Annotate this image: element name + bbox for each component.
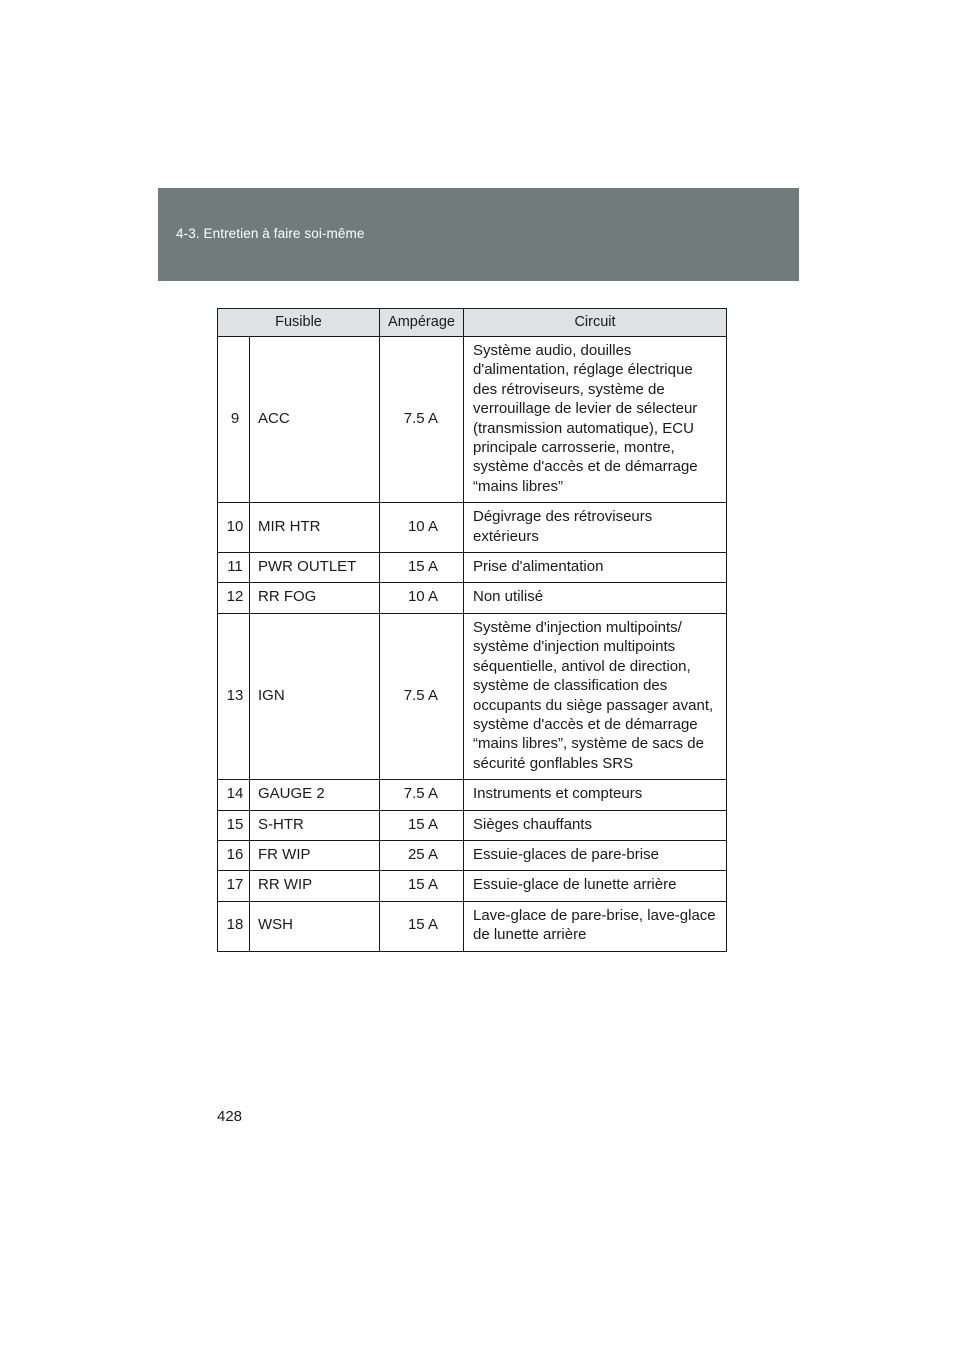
table-row (218, 840, 727, 870)
table-header-row (218, 309, 727, 337)
table-row (218, 553, 727, 583)
fuse-name: MIR HTR (250, 503, 380, 553)
fuse-amperage: 10 A (380, 583, 464, 613)
fuse-amperage: 15 A (380, 871, 464, 901)
fuse-number: 14 (218, 780, 250, 810)
fuse-circuit: Dégivrage des rétroviseurs extérieurs (464, 503, 727, 553)
column-header-amperage: Ampérage (380, 309, 464, 337)
fuse-amperage: 7.5 A (380, 613, 464, 779)
section-header-band (158, 188, 799, 281)
fuse-name: PWR OUTLET (250, 553, 380, 583)
fuse-circuit: Système audio, douilles d'alimentation, réglage électrique des rétroviseurs, système de verrouillage de levier de sélecteur (transmission automatique), ECU principale carrosserie, montre, système d'accès et de démarrage “mains libres” (464, 337, 727, 503)
fuse-amperage: 7.5 A (380, 780, 464, 810)
fuse-name: S-HTR (250, 810, 380, 840)
table-row (218, 337, 727, 503)
table-row (218, 871, 727, 901)
fuse-name: IGN (250, 613, 380, 779)
fuse-name: FR WIP (250, 840, 380, 870)
fuse-amperage: 15 A (380, 553, 464, 583)
fuse-number: 16 (218, 840, 250, 870)
fuse-circuit: Non utilisé (464, 583, 727, 613)
fuse-number: 18 (218, 901, 250, 951)
table-row (218, 810, 727, 840)
fuse-name: GAUGE 2 (250, 780, 380, 810)
fuse-amperage: 7.5 A (380, 337, 464, 503)
table-row (218, 503, 727, 553)
fuse-circuit: Prise d'alimentation (464, 553, 727, 583)
fuse-table (217, 308, 727, 952)
table-row (218, 583, 727, 613)
column-header-circuit: Circuit (464, 309, 727, 337)
fuse-name: WSH (250, 901, 380, 951)
fuse-circuit: Système d'injection multipoints/ système d'injection multipoints séquentielle, antivol de direction, système de classification des occupants du siège passager avant, système d'accès et de démarrage “mains libres”, système de sacs de sécurité gonflables SRS (464, 613, 727, 779)
fuse-amperage: 15 A (380, 901, 464, 951)
table-row (218, 780, 727, 810)
fuse-name: RR WIP (250, 871, 380, 901)
fuse-number: 10 (218, 503, 250, 553)
fuse-number: 12 (218, 583, 250, 613)
fuse-amperage: 25 A (380, 840, 464, 870)
section-title: 4-3. Entretien à faire soi-même (176, 226, 365, 241)
fuse-amperage: 10 A (380, 503, 464, 553)
column-header-fusible: Fusible (218, 309, 380, 337)
fuse-number: 9 (218, 337, 250, 503)
fuse-circuit: Lave-glace de pare-brise, lave-glace de lunette arrière (464, 901, 727, 951)
fuse-number: 11 (218, 553, 250, 583)
fuse-circuit: Sièges chauffants (464, 810, 727, 840)
fuse-circuit: Essuie-glace de lunette arrière (464, 871, 727, 901)
page-number: 428 (217, 1108, 243, 1125)
fuse-circuit: Instruments et compteurs (464, 780, 727, 810)
fuse-number: 13 (218, 613, 250, 779)
fuse-number: 17 (218, 871, 250, 901)
table-row (218, 613, 727, 779)
fuse-circuit: Essuie-glaces de pare-brise (464, 840, 727, 870)
fuse-amperage: 15 A (380, 810, 464, 840)
table-row (218, 901, 727, 951)
fuse-number: 15 (218, 810, 250, 840)
fuse-name: RR FOG (250, 583, 380, 613)
fuse-name: ACC (250, 337, 380, 503)
